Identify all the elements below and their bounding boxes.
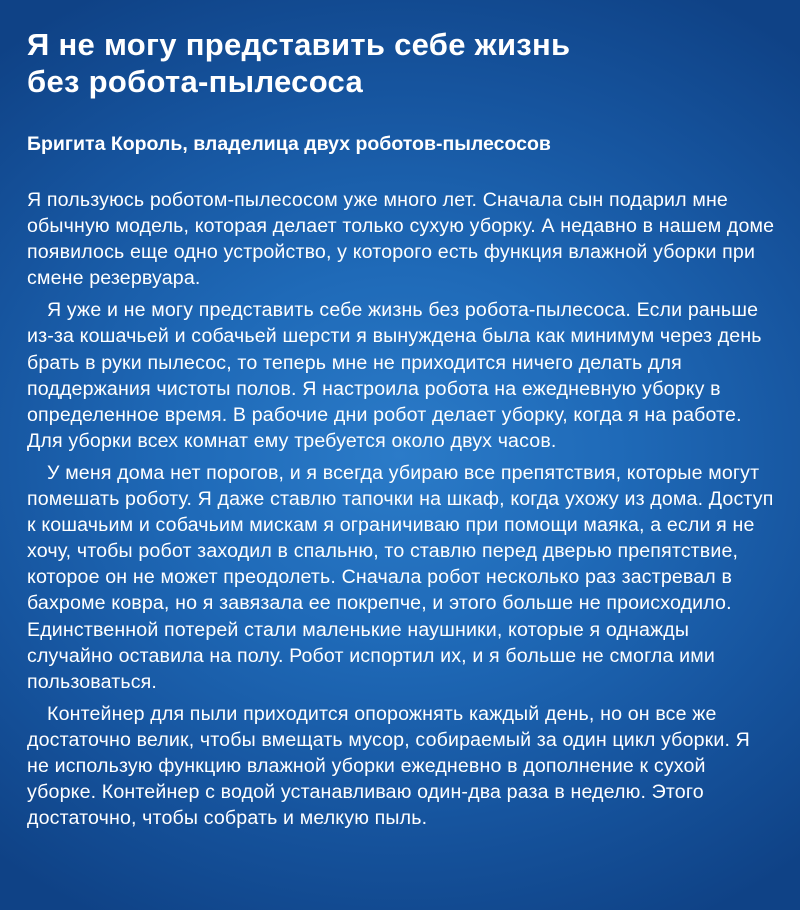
paragraph-2: Я уже и не могу представить себе жизнь без робота-пылесоса. Если раньше из-за кошачьей и собачьей шерсти я вынуждена была как минимум через день брать в руки пылесос, то теперь мне не приходится ничего делать для поддержания чистоты полов. Я настроила робота на ежедневную уборку в определенное время. В рабочие дни робот делает уборку, когда я на работе. Для уборки всех комнат ему требуется около двух часов. [27, 299, 762, 452]
paragraph-3: У меня дома нет порогов, и я всегда убираю все препятствия, которые могут помешать роботу. Я даже ставлю тапочки на шкаф, когда ухожу из дома. Доступ к кошачьим и собачьим мискам я ограничиваю при помощи маяка, а если я не хочу, чтобы робот заходил в спальню, то ставлю перед дверью препятствие, которое он не может преодолеть. Сначала робот несколько раз застревал в бахроме ковра, но я завязала ее покрепче, и этого больше не происходило. Единственной потерей стали маленькие наушники, которые я однажды случайно оставила на полу. Робот испортил их, и я больше не смогла ими пользоваться. [27, 461, 774, 693]
article-body [27, 187, 776, 831]
headline [27, 26, 776, 100]
byline: Бригита Король, владелица двух роботов-пылесосов [27, 133, 551, 155]
paragraph-1: Я пользуюсь роботом-пылесосом уже много лет. Сначала сын подарил мне обычную модель, которая делает только сухую уборку. А недавно в нашем доме появилось еще одно устройство, у которого есть функция влажной уборки при смене резервуара. [27, 189, 775, 290]
headline-line-2: без робота-пылесоса [27, 64, 363, 99]
paragraph-4: Контейнер для пыли приходится опорожнять каждый день, но он все же достаточно велик, чтобы вмещать мусор, собираемый за один цикл уборки. Я не использую функцию влажной уборки ежедневно в дополнение к сухой уборке. Контейнер с водой устанавливаю один-два раза в неделю. Этого достаточно, чтобы собрать и мелкую пыль. [27, 702, 750, 830]
headline-line-1: Я не могу представить себе жизнь [27, 27, 571, 62]
